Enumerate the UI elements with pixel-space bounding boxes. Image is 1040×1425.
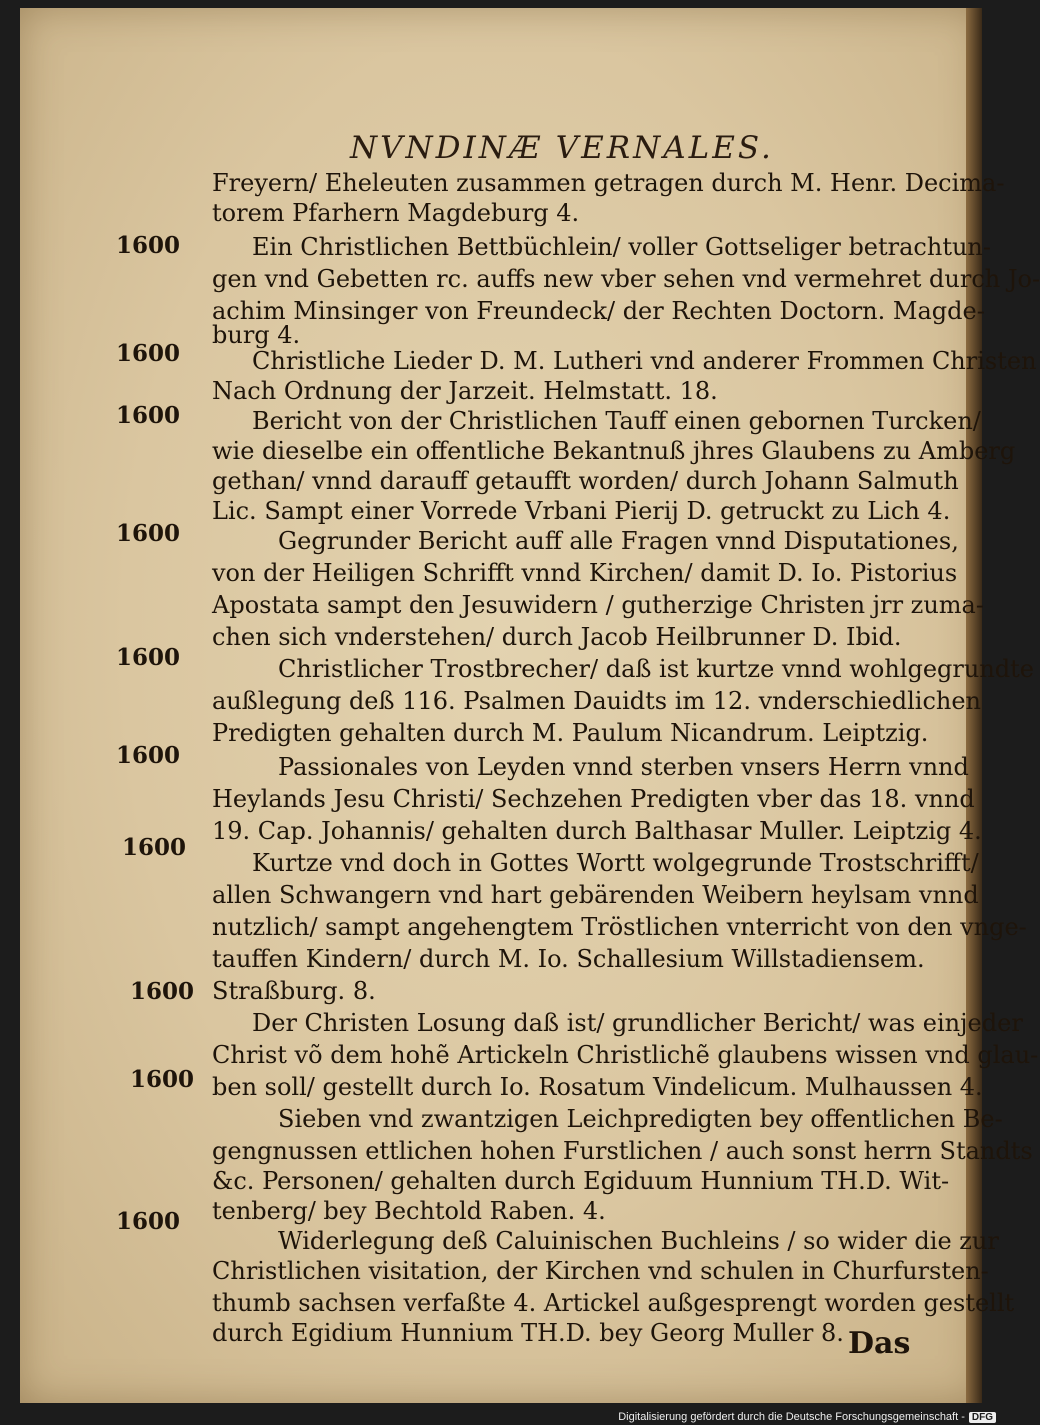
text-line: Heylands Jesu Christi/ Sechzehen Predigten vber das 18. vnnd [212,785,975,813]
year-marginal-note: 1600 [116,232,181,259]
catalog-entries [20,8,1040,1403]
text-line: achim Minsinger von Freundeck/ der Rechten Doctorn. Magde- [212,297,985,325]
text-line: nutzlich/ sampt angehengtem Tröstlichen vnterricht von den vnge- [212,913,1027,941]
catchword: Das [848,1326,911,1361]
text-line: von der Heiligen Schrifft vnnd Kirchen/ damit D. Io. Pistorius [212,559,958,587]
year-marginal-note: 1600 [116,1208,181,1235]
text-line: Lic. Sampt einer Vorrede Vrbani Pierij D. getruckt zu Lich 4. [212,497,951,525]
dfg-logo-icon: DFG [969,1412,996,1423]
text-line: tauffen Kindern/ durch M. Io. Schallesium Willstadiensem. [212,945,925,973]
text-line: ben soll/ gestellt durch Io. Rosatum Vindelicum. Mulhaussen 4. [212,1073,983,1101]
text-line: thumb sachsen verfaßte 4. Artickel außgesprengt worden gestellt [212,1289,1015,1317]
text-line: Widerlegung deß Caluinischen Buchleins / so wider die zur [278,1227,999,1255]
text-line: Christlicher Trostbrecher/ daß ist kurtze vnnd wohlgegrundte [278,655,1035,683]
text-line: &c. Personen/ gehalten durch Egiduum Hunnium TH.D. Wit- [212,1167,950,1195]
text-line: Passionales von Leyden vnnd sterben vnsers Herrn vnnd [278,753,969,781]
text-line: allen Schwangern vnd hart gebärenden Weibern heylsam vnnd [212,881,979,909]
year-marginal-note: 1600 [116,520,181,547]
text-line: Nach Ordnung der Jarzeit. Helmstatt. 18. [212,377,718,405]
text-line: Christlichen visitation, der Kirchen vnd schulen in Churfursten- [212,1257,989,1285]
text-line: 19. Cap. Johannis/ gehalten durch Balthasar Muller. Leiptzig 4. [212,817,982,845]
text-line: wie dieselbe ein offentliche Bekantnuß jhres Glaubens zu Amberg [212,437,1016,465]
year-marginal-note: 1600 [130,1066,195,1093]
text-line: Christ võ dem hohẽ Artickeln Christlichẽ glaubens wissen vnd glau- [212,1041,1039,1069]
text-line: chen sich vnderstehen/ durch Jacob Heilbrunner D. Ibid. [212,623,902,651]
running-header: NVNDINÆ VERNALES. [350,130,774,166]
text-line: Kurtze vnd doch in Gottes Wortt wolgegrunde Trostschrifft/ [252,849,979,877]
text-line: Der Christen Losung daß ist/ grundlicher Bericht/ was einjeder [252,1009,1023,1037]
year-marginal-note: 1600 [116,644,181,671]
year-marginal-note: 1600 [116,340,181,367]
text-line: Freyern/ Eheleuten zusammen getragen durch M. Henr. Decima- [212,169,1005,197]
book-page [20,8,1040,1403]
text-line: Apostata sampt den Jesuwidern / gutherzige Christen jrr zuma- [212,591,984,619]
text-line: burg 4. [212,321,301,349]
text-line: Predigten gehalten durch M. Paulum Nicandrum. Leiptzig. [212,719,929,747]
year-marginal-note: 1600 [116,742,181,769]
year-marginal-note: 1600 [130,978,195,1005]
text-line: Christliche Lieder D. M. Lutheri vnd anderer Frommen Christen [252,347,1037,375]
text-line: gen vnd Gebetten rc. auffs new vber sehen vnd vermehret durch Jo- [212,265,1040,293]
text-line: tenberg/ bey Bechtold Raben. 4. [212,1197,606,1225]
text-line: torem Pfarhern Magdeburg 4. [212,199,580,227]
text-line: durch Egidium Hunnium TH.D. bey Georg Muller 8. [212,1319,844,1347]
year-marginal-note: 1600 [116,402,181,429]
text-line: Straßburg. 8. [212,977,376,1005]
credit-text: Digitalisierung gefördert durch die Deutsche Forschungsgemeinschaft - [618,1411,965,1423]
text-line: gethan/ vnnd darauff getaufft worden/ durch Johann Salmuth [212,467,959,495]
digitization-credit [618,1411,996,1423]
text-line: Ein Christlichen Bettbüchlein/ voller Gottseliger betrachtun- [252,233,991,261]
text-line: Gegrunder Bericht auff alle Fragen vnnd Disputationes, [278,527,959,555]
text-line: gengnussen ettlichen hohen Furstlichen / auch sonst herrn Standts [212,1137,1033,1165]
text-line: außlegung deß 116. Psalmen Dauidts im 12. vnderschiedlichen [212,687,982,715]
year-marginal-note: 1600 [122,834,187,861]
text-line: Bericht von der Christlichen Tauff einen gebornen Turcken/ [252,407,981,435]
text-line: Sieben vnd zwantzigen Leichpredigten bey offentlichen Be- [278,1105,1003,1133]
